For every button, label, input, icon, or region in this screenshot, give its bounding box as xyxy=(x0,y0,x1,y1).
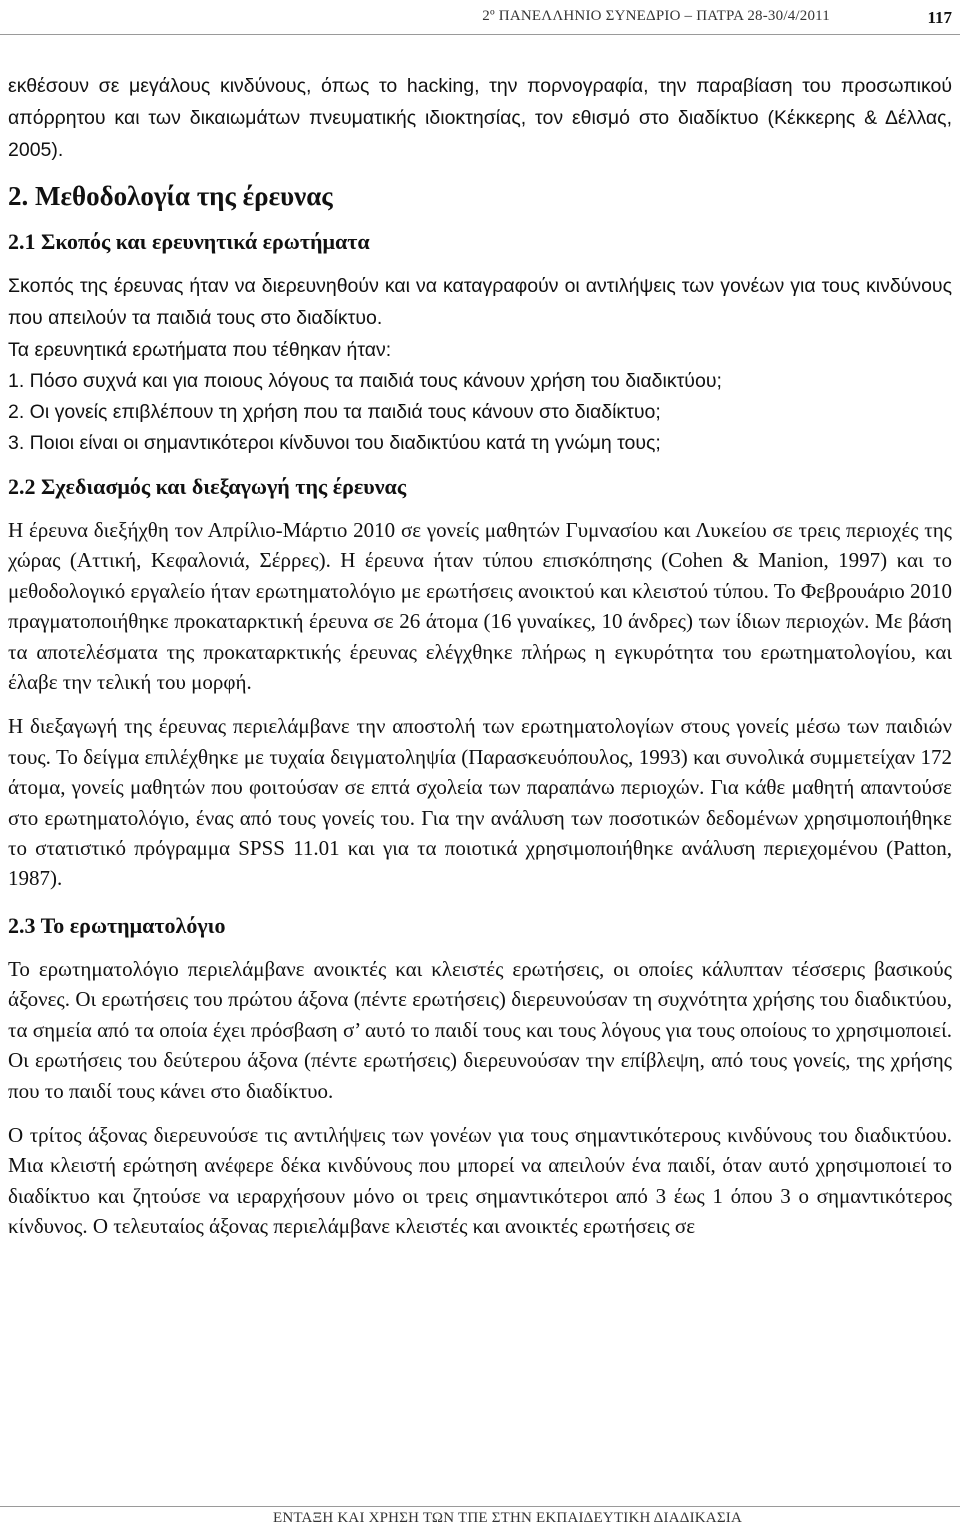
page-footer xyxy=(0,1506,960,1528)
design-paragraph-1: Η έρευνα διεξήχθη τον Απρίλιο-Μάρτιο 2010 σε γονείς μαθητών Γυμνασίου και Λυκείου σε τρεις περιοχές της χώρας (Αττική, Κεφαλονιά, Σέρρες). Η έρευνα ήταν τύπου επισκόπησης (Cohen & Manion, 1997) και το μεθοδολογικό εργαλείο ήταν ερωτηματολόγιο με ερωτήσεις ανοικτού και κλειστού τύπου. Το Φεβρουάριο 2010 πραγματοποιήθηκε προκαταρκτική έρευνα σε 26 άτομα (16 γυναίκες, 10 άνδρες) των ίδιων περιοχών. Με βάση τα αποτελέσματα της προκαταρκτικής έρευνας ελέγχθηκε πλήρως η εγκυρότητα του ερωτηματολογίου, και έλαβε την τελική του μορφή. xyxy=(8,518,952,695)
research-question: 1. Πόσο συχνά και για ποιους λόγους τα παιδιά τους κάνουν χρήση του διαδικτύου; xyxy=(8,370,722,392)
subsection-heading-design: 2.2 Σχεδιασμός και διεξαγωγή της έρευνας xyxy=(8,474,407,499)
footer-rule xyxy=(0,1506,960,1507)
section-heading-methodology: 2. Μεθοδολογία της έρευνας xyxy=(8,181,333,211)
conference-title: 2º ΠΑΝΕΛΛΗΝΙΟ ΣΥΝΕΔΡΙΟ – ΠΑΤΡΑ 28-30/4/2011 xyxy=(482,8,830,24)
intro-paragraph: εκθέσουν σε μεγάλους κινδύνους, όπως το hacking, την πορνογραφία, την παραβίαση του προσωπικού απόρρητου και των δικαιωμάτων πνευματικής ιδιοκτησίας, τον εθισμό στο διαδίκτυο (Κέκκερης & Δέλλας, 2005). xyxy=(8,75,952,161)
footer-title: ΕΝΤΑΞΗ ΚΑΙ ΧΡΗΣΗ ΤΩΝ ΤΠΕ ΣΤΗΝ ΕΚΠΑΙΔΕΥΤΙΚΗ ΔΙΑΔΙΚΑΣΙΑ xyxy=(272,1510,742,1526)
research-question: 2. Οι γονείς επιβλέπουν τη χρήση που τα παιδιά τους κάνουν στο διαδίκτυο; xyxy=(8,401,661,423)
design-paragraph-2: Η διεξαγωγή της έρευνας περιελάμβανε την αποστολή των ερωτηματολογίων στους γονείς μέσω των παιδιών τους. Το δείγμα επιλέχθηκε με τυχαία δειγματοληψία (Παρασκευόπουλος, 1993) και συνολικά συμμετείχαν 172 άτομα, γονείς μαθητών που φοιτούσαν σε επτά σχολεία των παραπάνω περιοχών. Για κάθε μαθητή απαντούσε στο ερωτηματολόγιο, ένας από τους γονείς του. Για την ανάλυση των ποσοτικών δεδομένων χρησιμοποιήθηκε το στατιστικό πρόγραμμα SPSS 11.01 και για τα ποιοτικά χρησιμοποιήθηκε ανάλυση περιεχομένου (Patton, 1987). xyxy=(8,714,952,891)
research-question: 3. Ποιοι είναι οι σημαντικότεροι κίνδυνοι του διαδικτύου κατά τη γνώμη τους; xyxy=(8,432,661,454)
questionnaire-paragraph-2: Ο τρίτος άξονας διερευνούσε τις αντιλήψεις των γονέων για τους σημαντικότερους κινδύνους του διαδικτύου. Μια κλειστή ερώτηση ανέφερε δέκα κινδύνους που μπορεί να απειλούν ένα παιδί, όταν αυτό χρησιμοποιεί το διαδίκτυο και ζητούσε να ιεραρχήσουν μόνο οι τρεις σημαντικότεροι από 3 έως 1 όπου 3 ο σημαντικότερος κίνδυνος. Ο τελευταίος άξονας περιελάμβανε κλειστές και ανοικτές ερωτήσεις σε xyxy=(8,1122,952,1239)
research-questions-list xyxy=(8,366,952,459)
questionnaire-paragraph-1: Το ερωτηματολόγιο περιελάμβανε ανοικτές και κλειστές ερωτήσεις, οι οποίες κάλυπταν τέσσερις βασικούς άξονες. Οι ερωτήσεις του πρώτου άξονα (πέντε ερωτήσεις) διερευνούσαν τη συχνότητα χρήσης του διαδικτύου, τα σημεία από τα οποία έχει πρόσβαση σ’ αυτό το παιδί τους και τους λόγους για τους οποίους το χρησιμοποιεί. Οι ερωτήσεις του δεύτερου άξονα (πέντε ερωτήσεις) διερευνούσαν την επίβλεψη, από τους γονείς, της χρήσης που το παιδί τους κάνει στο διαδίκτυο. xyxy=(8,956,952,1103)
page-content xyxy=(8,70,952,1242)
page-number: 117 xyxy=(927,8,952,27)
page-header xyxy=(0,6,960,36)
questions-intro: Τα ερευνητικά ερωτήματα που τέθηκαν ήταν: xyxy=(8,339,392,361)
subsection-heading-questionnaire: 2.3 Το ερωτηματολόγιο xyxy=(8,912,226,938)
header-rule xyxy=(0,34,960,35)
aim-paragraph: Σκοπός της έρευνας ήταν να διερευνηθούν και να καταγραφούν οι αντιλήψεις των γονέων για τους κινδύνους που απειλούν τα παιδιά τους στο διαδίκτυο. xyxy=(8,275,952,329)
subsection-heading-aim: 2.1 Σκοπός και ερευνητικά ερωτήματα xyxy=(8,229,370,254)
